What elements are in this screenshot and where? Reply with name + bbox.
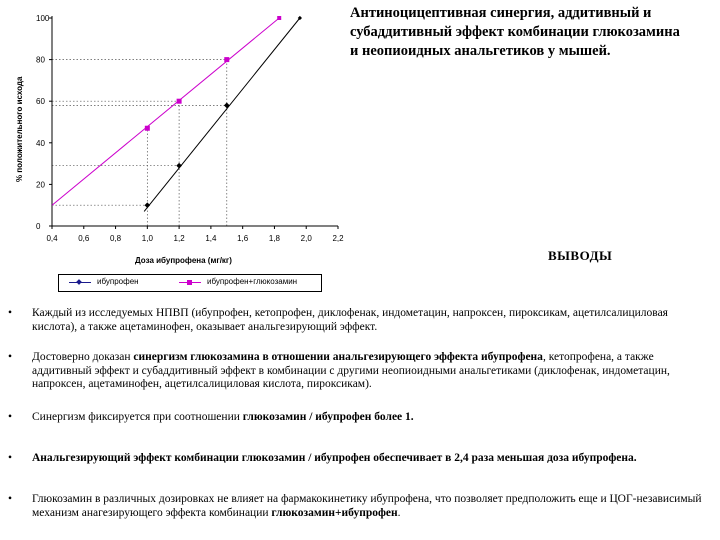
x-tick-label: 0,6 bbox=[78, 234, 90, 243]
body-text: . bbox=[397, 506, 401, 519]
data-point-ibuprofen-glucosamine bbox=[145, 126, 150, 131]
body-text: , кетопрофена, а также аддитивный эффект и субаддитивный эффект в комбинации с другими неопиоидными анальгетиками (диклофенак, индометацин, напроксен, ацетаминофен, ацетилсалициловая кислота, пироксикам). bbox=[32, 351, 670, 390]
conclusion-text bbox=[32, 452, 704, 466]
slide-title: Антиноцицептивная синергия, аддитивный и субаддитивный эффект комбинации глюкозамина и неопиоидных анальгетиков у мышей. bbox=[350, 5, 680, 59]
y-tick-label: 20 bbox=[36, 180, 45, 190]
legend-label: ибупрофен+глюкозамин bbox=[207, 277, 298, 286]
conclusion-text bbox=[32, 493, 704, 520]
dose-response-chart bbox=[0, 0, 345, 272]
emphasis-text: глюкозамин / ибупрофен более 1. bbox=[242, 411, 414, 423]
y-tick-label: 100 bbox=[36, 14, 50, 23]
y-tick-label: 80 bbox=[36, 55, 45, 65]
conclusion-text bbox=[32, 307, 704, 334]
bullet-icon: • bbox=[8, 493, 13, 505]
x-tick-label: 1,6 bbox=[237, 234, 249, 243]
data-point-ibuprofen bbox=[145, 202, 151, 208]
x-tick-label: 2,2 bbox=[332, 234, 344, 243]
square-marker-icon bbox=[187, 280, 192, 285]
bullet-icon: • bbox=[8, 411, 13, 423]
bullet-icon: • bbox=[8, 351, 13, 363]
legend-label: ибупрофен bbox=[97, 277, 139, 286]
bullet-icon: • bbox=[8, 307, 13, 319]
chart-legend bbox=[58, 274, 322, 292]
body-text: Достоверно доказан bbox=[32, 351, 134, 363]
emphasis-text: глюкозамин+ибупрофен bbox=[271, 506, 398, 519]
line-end-marker bbox=[277, 16, 281, 20]
body-text: Каждый из исследуемых НПВП (ибупрофен, кетопрофен, диклофенак, индометацин, напроксен, пироксикам, ацетилсалициловая кислота), а также ацетаминофен, оказывает анальгезирующий эффект. bbox=[32, 307, 668, 333]
series-line-ibuprofen-glucosamine bbox=[52, 18, 279, 205]
diamond-marker-icon bbox=[76, 279, 82, 285]
data-point-ibuprofen bbox=[176, 163, 182, 169]
data-point-ibuprofen-glucosamine bbox=[177, 99, 182, 104]
data-point-ibuprofen-glucosamine bbox=[224, 57, 229, 62]
conclusion-text bbox=[32, 351, 704, 392]
x-tick-label: 2,0 bbox=[300, 234, 312, 243]
x-axis-label: Доза ибупрофена (мг/кг) bbox=[135, 256, 232, 265]
y-tick-label: 40 bbox=[36, 138, 45, 148]
x-tick-label: 1,8 bbox=[268, 234, 281, 243]
x-tick-label: 0,8 bbox=[109, 234, 122, 243]
y-axis-label: % положительного исхода bbox=[15, 76, 24, 182]
emphasis-text: синергизм глюкозамина в отношении анальгезирующего эффекта ибупрофена bbox=[133, 351, 543, 363]
body-text: Глюкозамин в различных дозировках не влияет на фармакокинетику ибупрофена, что позволяет предположить еще и ЦОГ-независимый механизм анагезирующего эффекта комбинации bbox=[32, 493, 702, 519]
data-point-ibuprofen bbox=[224, 103, 230, 109]
bullet-icon: • bbox=[8, 452, 13, 464]
x-tick-label: 1,2 bbox=[173, 234, 185, 243]
conclusion-text bbox=[32, 411, 704, 425]
emphasis-text: Анальгезирующий эффект комбинации глюкозамин / ибупрофен обеспечивает в 2,4 раза меньшая доза ибупрофена. bbox=[32, 452, 637, 464]
y-tick-label: 60 bbox=[36, 97, 45, 107]
body-text: Синергизм фиксируется при соотношении bbox=[32, 411, 243, 423]
x-tick-label: 0,4 bbox=[46, 234, 58, 243]
series-line-ibuprofen bbox=[144, 18, 300, 211]
conclusions-heading: ВЫВОДЫ bbox=[548, 248, 613, 263]
y-tick-label: 0 bbox=[36, 222, 41, 231]
x-tick-label: 1,4 bbox=[205, 234, 217, 243]
x-tick-label: 1,0 bbox=[141, 234, 153, 243]
